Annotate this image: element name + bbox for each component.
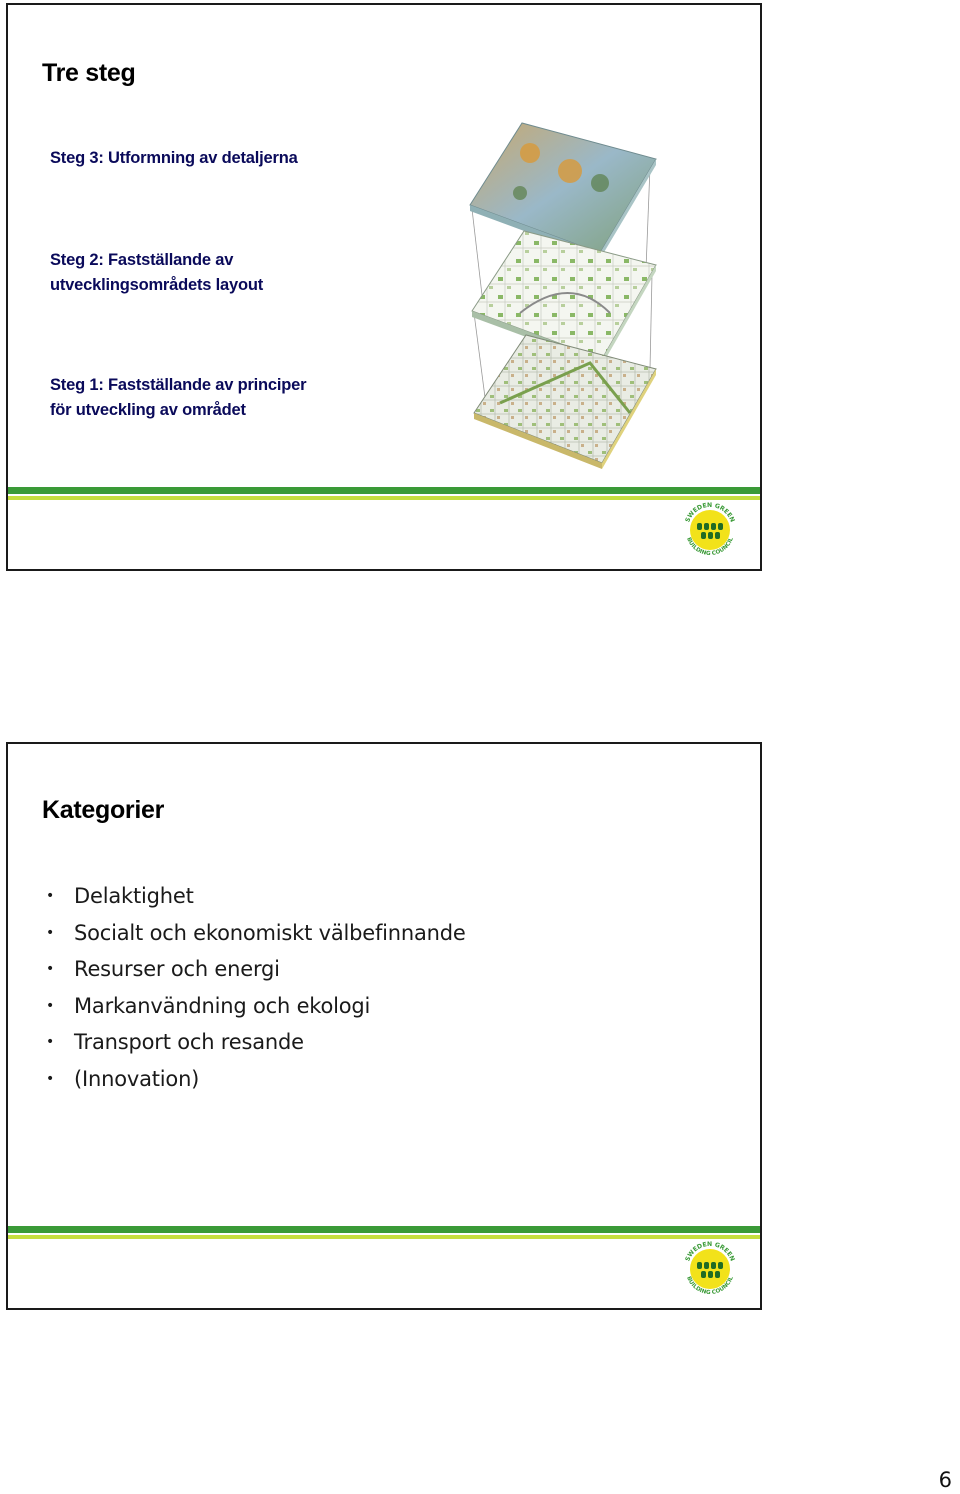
bullet-icon: • — [46, 997, 55, 1014]
step-1-line-1: Steg 1: Fastställande av principer — [50, 376, 307, 394]
sweden-green-building-council-logo — [682, 499, 738, 561]
bullet-icon: • — [46, 924, 55, 941]
list-item: • Transport och resande — [42, 1024, 466, 1061]
slide-kategorier — [6, 742, 762, 1310]
category-bullet-list — [42, 878, 466, 1097]
step-1-line-2: för utveckling av området — [50, 401, 246, 419]
sweden-green-building-council-logo — [682, 1238, 738, 1300]
step-2-line-2: utvecklingsområdets layout — [50, 276, 264, 294]
list-item: • Resurser och energi — [42, 951, 466, 988]
green-footer-bands — [8, 1226, 760, 1239]
list-item: • Markanvändning och ekologi — [42, 988, 466, 1025]
bullet-icon: • — [46, 961, 55, 977]
step-2-text — [50, 248, 263, 298]
step-2-line-1: Steg 2: Fastställande av — [50, 251, 234, 269]
bullet-icon: • — [46, 1034, 55, 1050]
step-3-line-1: Steg 3: Utformning av detaljerna — [50, 149, 298, 167]
step-1-text — [50, 373, 306, 423]
page-number: 6 — [938, 1468, 952, 1492]
list-item: • Delaktighet — [42, 878, 466, 915]
list-item: • (Innovation) — [42, 1061, 466, 1098]
svg-text:SWEDEN GREEN: SWEDEN GREEN — [684, 1240, 736, 1263]
slide-tre-steg — [6, 3, 762, 571]
bullet-icon: • — [46, 888, 55, 904]
green-footer-bands — [8, 487, 760, 500]
step-3-text — [50, 146, 298, 171]
planning-layers-illustration — [460, 113, 660, 473]
svg-text:SWEDEN GREEN: SWEDEN GREEN — [684, 501, 736, 524]
list-item: • Socialt och ekonomiskt välbefinnande — [42, 915, 466, 952]
svg-text:BUILDING COUNCIL: BUILDING COUNCIL — [685, 1275, 735, 1297]
svg-text:BUILDING COUNCIL: BUILDING COUNCIL — [685, 536, 735, 558]
bullet-icon: • — [46, 1070, 55, 1087]
slide-title: Kategorier — [42, 796, 165, 824]
slide-title: Tre steg — [42, 59, 136, 87]
